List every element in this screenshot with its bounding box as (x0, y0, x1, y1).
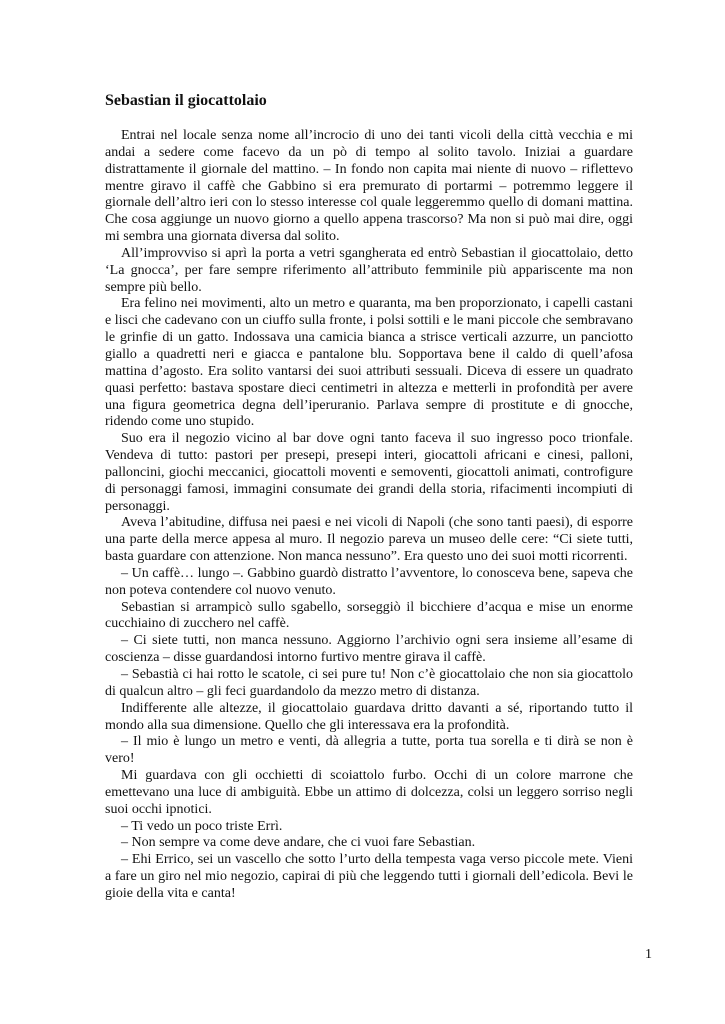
paragraph: Indifferente alle altezze, il giocattolaio guardava dritto davanti a sé, riportando tutto il mondo alla sua dimensione. Quello che gli interessava era la profondità. (105, 700, 633, 733)
paragraph: – Non sempre va come deve andare, che ci vuoi fare Sebastian. (121, 835, 476, 851)
paragraph: – Un caffè… lungo –. Gabbino guardò distratto l’avventore, lo conosceva bene, sapeva che non poteva contendere col nuovo venuto. (105, 565, 633, 598)
paragraph: Suo era il negozio vicino al bar dove ogni tanto faceva il suo ingresso poco trionfale. Vendeva di tutto: pastori per presepi, presepi interi, giocattoli africani e cinesi, palloni, palloncini, giochi meccanici, giocattoli moventi e semoventi, giocattoli animati, controfigure di personaggi famosi, immagini consumate dei grandi della storia, rifacimenti incompiuti di personaggi. (105, 431, 633, 514)
paragraph: Mi guardava con gli occhietti di scoiattolo furbo. Occhi di un colore marrone che emettevano una luce di ambiguità. Ebbe un attimo di dolcezza, colsi un leggero sorriso negli suoi occhi ipnotici. (105, 768, 633, 817)
page-number: 1 (645, 947, 652, 962)
paragraph: Era felino nei movimenti, alto un metro e quaranta, ma ben proporzionato, i capelli castani e lisci che cadevano con un ciuffo sulla fronte, i polsi sottili e le mani piccole che sembravano le grinfie di un gatto. Indossava una camicia bianca a strisce verticali azzurre, un panciotto giallo a quadretti neri e giacca e pantalone blu. Sopportava bene il caldo di quell’afosa mattina d’agosto. Era solito vantarsi dei suoi attributi sessuali. Diceva di essere un quadrato quasi perfetto: bastava spostare dieci centimetri in altezza e metterli in profondità per avere una figura geometrica degna dell’iperuranio. Parlava sempre di prostitute e di gnocche, ridendo come uno stupido. (105, 296, 633, 430)
document-title: Sebastian il giocattolaio (105, 92, 267, 109)
paragraph: Sebastian si arrampicò sullo sgabello, sorseggiò il bicchiere d’acqua e mise un enorme cucchiaino di zucchero nel caffè. (105, 599, 633, 632)
paragraph: Aveva l’abitudine, diffusa nei paesi e nei vicoli di Napoli (che sono tanti paesi), di esporre una parte della merce appesa al muro. Il negozio pareva un museo delle cere: “Ci siete tutti, basta guardare con attenzione. Non manca nessuno”. Era questo uno dei suoi motti ricorrenti. (105, 515, 633, 565)
paragraph: – Il mio è lungo un metro e venti, dà allegria a tutte, porta tua sorella e ti dirà se non è vero! (105, 734, 633, 767)
paragraph: – Ci siete tutti, non manca nessuno. Aggiorno l’archivio ogni sera insieme all’esame di coscienza – disse guardandosi intorno furtivo mentre girava il caffè. (105, 633, 633, 666)
paragraph: – Ehi Errico, sei un vascello che sotto l’urto della tempesta vaga verso piccole mete. Vieni a fare un giro nel mio negozio, capirai di più che leggendo tutti i giornali dell’edicola. Bevi le gioie della vita e canta! (105, 852, 633, 901)
document-body (105, 128, 633, 903)
paragraph: Entrai nel locale senza nome all’incrocio di uno dei tanti vicoli della città vecchia e mi andai a sedere come facevo da un pò di tempo al solito tavolo. Iniziai a guardare distrattamente il giornale del mattino. – In fondo non capita mai niente di nuovo – riflettevo mentre giravo il caffè che Gabbino si era premurato di portarmi – potremmo leggere il giornale dell’altro ieri con lo stesso interesse col quale leggeremmo quello di domani mattina. Che cosa aggiunge un nuovo giorno a quello appena trascorso? Ma non si può mai dire, oggi mi sembra una giornata diversa dal solito. (105, 128, 633, 245)
paragraph: All’improvviso si aprì la porta a vetri sgangherata ed entrò Sebastian il giocattolaio, detto ‘La gnocca’, per fare sempre riferimento all’attributo femminile più appariscente ma non sempre più bello. (105, 245, 633, 295)
paragraph: – Ti vedo un poco triste Errì. (121, 818, 283, 834)
paragraph: – Sebastià ci hai rotto le scatole, ci sei pure tu! Non c’è giocattolaio che non sia giocattolo di qualcun altro – gli feci guardandolo da mezzo metro di distanza. (105, 667, 633, 699)
